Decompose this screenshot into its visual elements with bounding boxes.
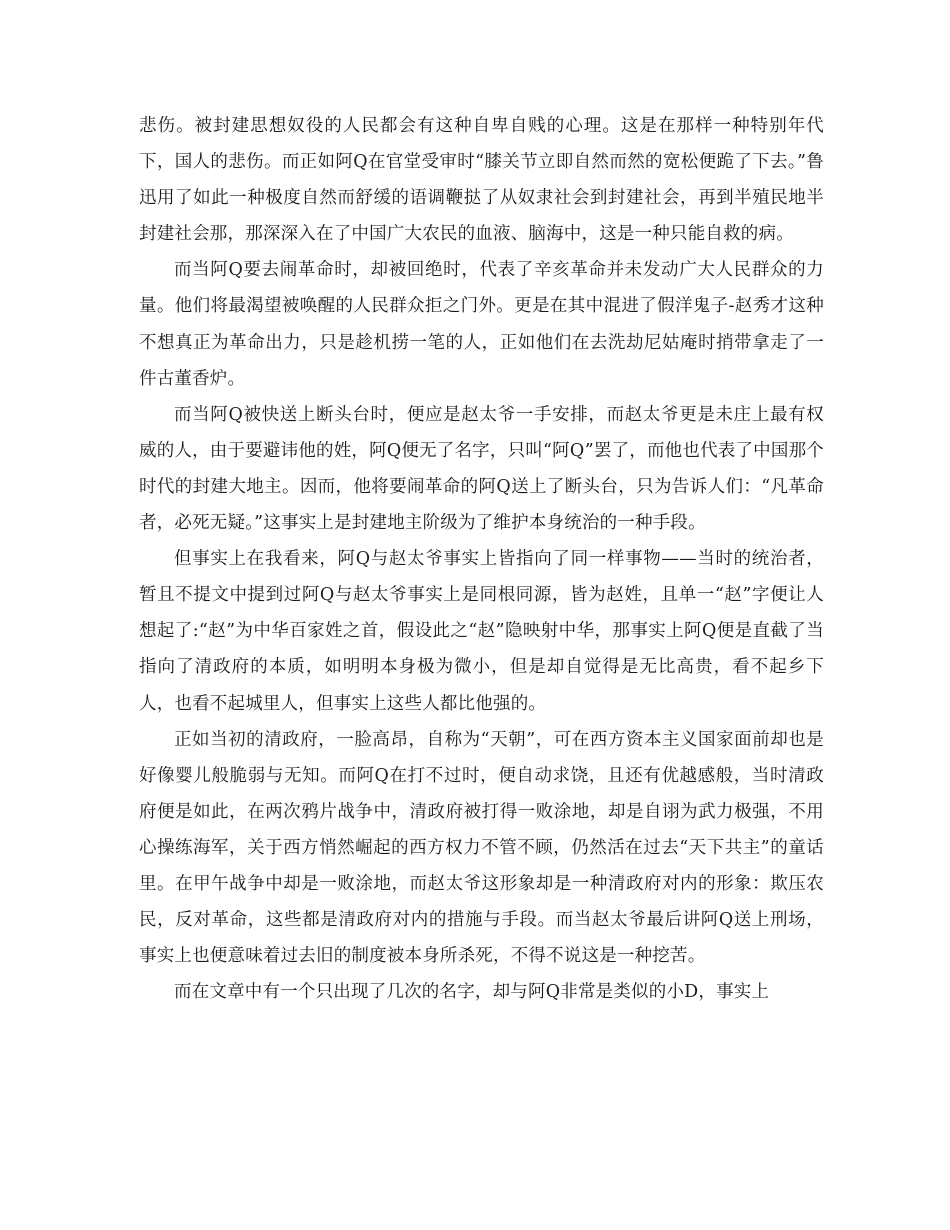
document-page [139, 108, 824, 1010]
paragraph-4: 但事实上在我看来，阿Q与赵太爷事实上皆指向了同一样事物——当时的统治者，暂且不提文中提到过阿Q与赵太爷事实上是同根同源，皆为赵姓，且单一“赵”字便让人想起了:“赵”为中华百家姓之首，假设此之“赵”隐映射中华，那事实上阿Q便是直截了当指向了清政府的本质，如明明本身极为微小，但是却自觉得是无比高贵，看不起乡下人，也看不起城里人，但事实上这些人都比他强的。 [139, 549, 824, 714]
paragraph-1: 悲伤。被封建思想奴役的人民都会有这种自卑自贱的心理。这是在那样一种特别年代下，国人的悲伤。而正如阿Q在官堂受审时“膝关节立即自然而然的宽松便跪了下去。”鲁迅用了如此一种极度自然而舒缓的语调鞭挞了从奴隶社会到封建社会，再到半殖民地半封建社会那，那深深入在了中国广大农民的血液、脑海中，这是一种只能自救的病。 [139, 116, 824, 245]
paragraph-5: 正如当初的清政府，一脸高昂，自称为“天朝”，可在西方资本主义国家面前却也是好像婴儿般脆弱与无知。而阿Q在打不过时，便自动求饶，且还有优越感般，当时清政府便是如此，在两次鸦片战争中，清政府被打得一败涂地，却是自诩为武力极强，不用心操练海军，关于西方悄然崛起的西方权力不管不顾，仍然活在过去“天下共主”的童话里。在甲午战争中却是一败涂地，而赵太爷这形象却是一种清政府对内的形象：欺压农民，反对革命，这些都是清政府对内的措施与手段。而当赵太爷最后讲阿Q送上刑场，事实上也便意味着过去旧的制度被本身所杀死，不得不说这是一种挖苦。 [139, 729, 824, 967]
paragraph-3: 而当阿Q被快送上断头台时，便应是赵太爷一手安排，而赵太爷更是未庄上最有权威的人，由于要避讳他的姓，阿Q便无了名字，只叫“阿Q”罢了，而他也代表了中国那个时代的封建大地主。因而，他将要闹革命的阿Q送上了断头台，只为告诉人们：“凡革命者，必死无疑。”这事实上是封建地主阶级为了维护本身统治的一种手段。 [139, 404, 824, 534]
paragraph-6: 而在文章中有一个只出现了几次的名字，却与阿Q非常是类似的小D，事实上 [174, 982, 770, 1003]
paragraph-2: 而当阿Q要去闹革命时，却被回绝时，代表了辛亥革命并未发动广大人民群众的力量。他们将最渴望被唤醒的人民群众拒之门外。更是在其中混进了假洋鬼子-赵秀才这种不想真正为革命出力，只是趁机捞一笔的人，正如他们在去洗劫尼姑庵时捎带拿走了一件古董香炉。 [139, 260, 824, 389]
